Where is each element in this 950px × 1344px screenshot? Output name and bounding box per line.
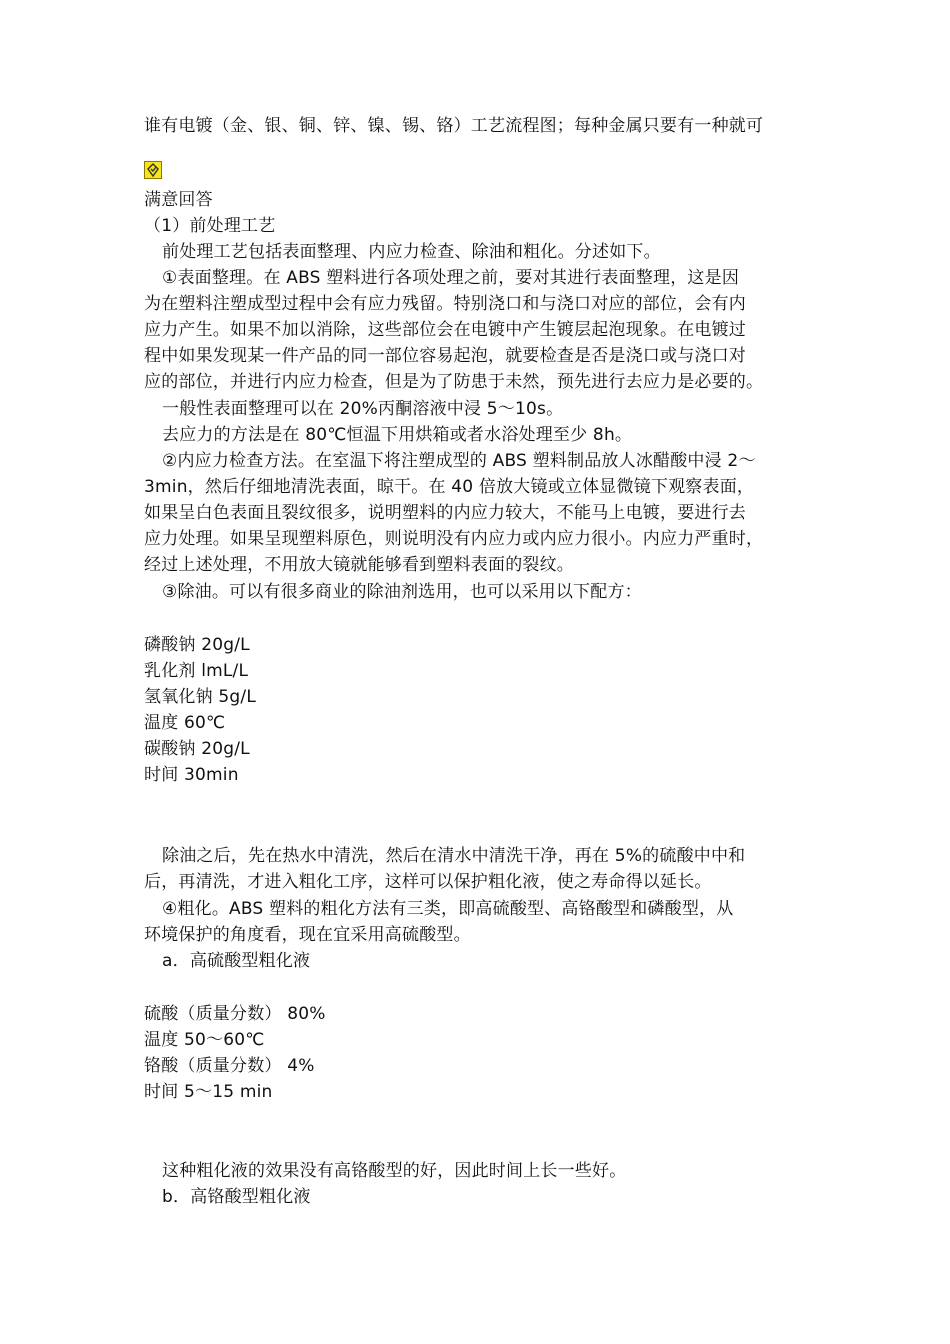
recipe-item: 温度 60℃ (144, 713, 226, 733)
paragraph-line: 应的部位，并进行内应力检查，但是为了防患于未然，预先进行去应力是必要的。 (144, 372, 764, 392)
paragraph-line: ②内应力检查方法。在室温下将注塑成型的 ABS 塑料制品放人冰醋酸中浸 2～ (162, 451, 756, 471)
paragraph-line: 程中如果发现某一件产品的同一部位容易起泡，就要检查是否是浇口或与浇口对 (144, 346, 746, 366)
recipe-item: 碳酸钠 20g/L (144, 739, 250, 759)
paragraph-line: 3min，然后仔细地清洗表面，晾干。在 40 倍放大镜或立体显微镜下观察表面， (144, 477, 755, 497)
recipe-item: 磷酸钠 20g/L (144, 635, 250, 655)
paragraph-line: ④粗化。ABS 塑料的粗化方法有三类，即高硫酸型、高铬酸型和磷酸型，从 (162, 899, 734, 919)
recipe-item: 硫酸（质量分数） 80% (144, 1004, 326, 1024)
recipe-item: 氢氧化钠 5g/L (144, 687, 257, 707)
paragraph-line: 这种粗化液的效果没有高铬酸型的好，因此时间上长一些好。 (162, 1161, 627, 1181)
paragraph-line: ①表面整理。在 ABS 塑料进行各项处理之前，要对其进行表面整理，这是因 (162, 268, 740, 288)
paragraph-line: ③除油。可以有很多商业的除油剂选用，也可以采用以下配方： (162, 582, 642, 602)
paragraph-line: 为在塑料注塑成型过程中会有应力残留。特别浇口和与浇口对应的部位，会有内 (144, 294, 746, 314)
section-heading: （1）前处理工艺 (144, 216, 276, 236)
paragraph-line: 一般性表面整理可以在 20%丙酮溶液中浸 5～10s。 (162, 399, 564, 419)
paragraph-line: 应力产生。如果不加以消除，这些部位会在电镀中产生镀层起泡现象。在电镀过 (144, 320, 746, 340)
intro-paragraph: 前处理工艺包括表面整理、内应力检查、除油和粗化。分述如下。 (162, 242, 661, 262)
paragraph-line: 应力处理。如果呈现塑料原色，则说明没有内应力或内应力很小。内应力严重时， (144, 529, 764, 549)
recipe-item: 时间 5～15 min (144, 1082, 273, 1102)
subheading-b: b．高铬酸型粗化液 (162, 1187, 311, 1207)
paragraph-line: 经过上述处理，不用放大镜就能够看到塑料表面的裂纹。 (144, 555, 574, 575)
paragraph-line: 除油之后，先在热水中清洗，然后在清水中清洗干净，再在 5%的硫酸中中和 (162, 846, 746, 866)
recipe-item: 温度 50～60℃ (144, 1030, 265, 1050)
subheading-a: a．高硫酸型粗化液 (162, 951, 311, 971)
question-title: 谁有电镀（金、银、铜、锌、镍、锡、铬）工艺流程图；每种金属只要有一种就可 (144, 116, 764, 136)
paragraph-line: 环境保护的角度看，现在宜采用高硫酸型。 (144, 925, 471, 945)
recipe-item: 时间 30min (144, 765, 239, 785)
answer-badge-icon (144, 161, 162, 179)
paragraph-line: 去应力的方法是在 80℃恒温下用烘箱或者水浴处理至少 8h。 (162, 425, 633, 445)
recipe-item: 乳化剂 lmL/L (144, 661, 249, 681)
paragraph-line: 后，再清洗，才进入粗化工序，这样可以保护粗化液，使之寿命得以延长。 (144, 872, 712, 892)
paragraph-line: 如果呈白色表面且裂纹很多，说明塑料的内应力较大，不能马上电镀，要进行去 (144, 503, 746, 523)
recipe-item: 铬酸（质量分数） 4% (144, 1056, 315, 1076)
answer-heading: 满意回答 (144, 190, 213, 210)
